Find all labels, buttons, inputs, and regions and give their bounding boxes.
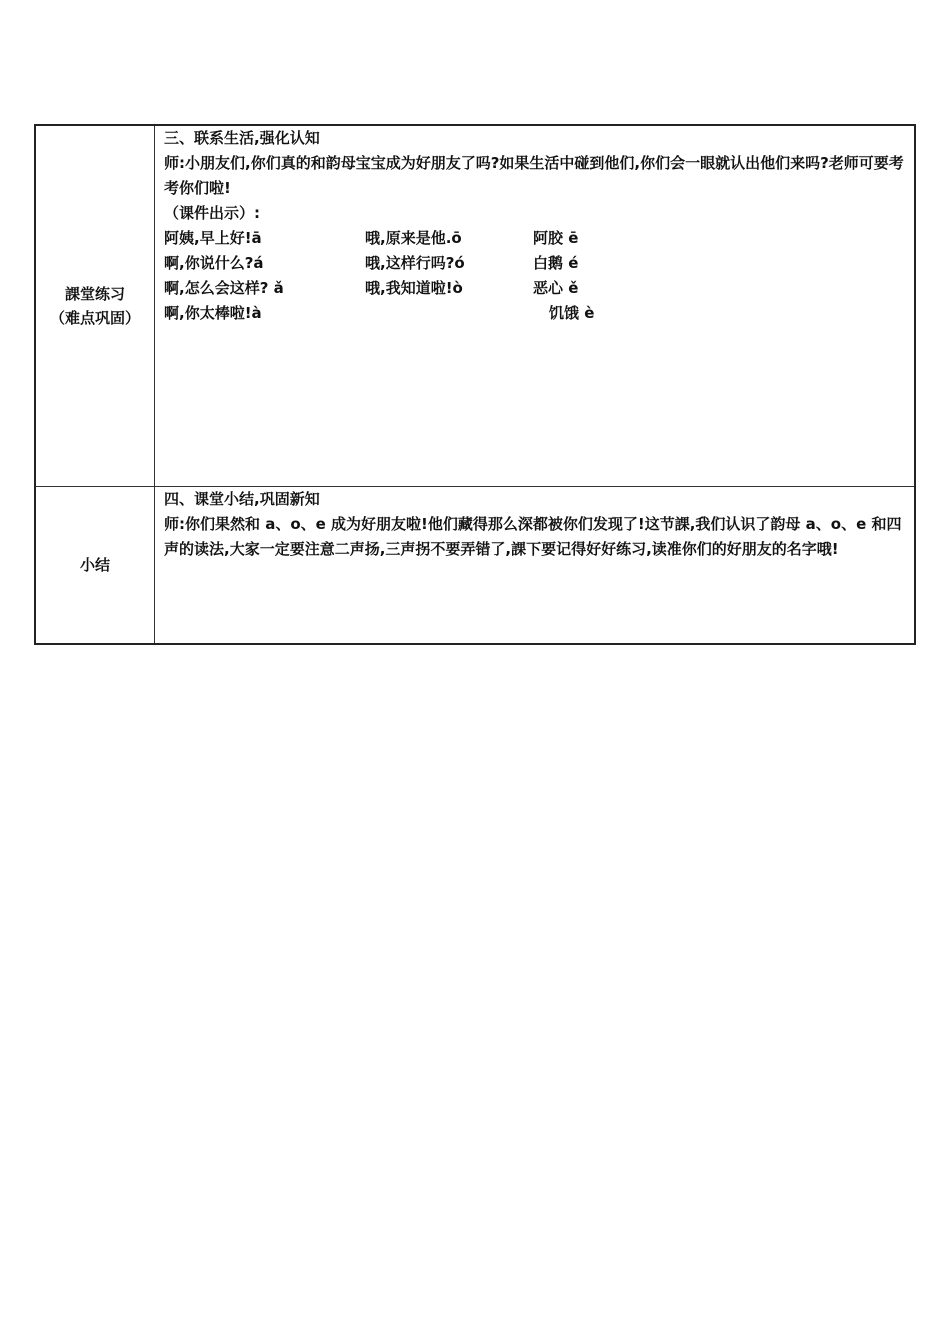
lesson-plan-table [34, 124, 916, 645]
practice-label-cell [35, 125, 155, 487]
summary-label-cell [35, 487, 155, 645]
practice-heading: 三、联系生活,强化认知 [164, 129, 320, 147]
example-e2: 白鹅 é [533, 254, 579, 272]
example-a2: 啊,你说什么?á [164, 254, 264, 272]
example-e4: 饥饿 è [549, 304, 595, 322]
practice-content-cell [155, 125, 916, 487]
courseware-note: （课件出示）: [164, 204, 260, 222]
summary-row [35, 487, 915, 645]
practice-label-title: 課堂练习 [64, 285, 125, 303]
summary-label: 小结 [79, 556, 110, 574]
summary-teacher-text: 师:你们果然和 a、o、e 成为好朋友啦!他们藏得那么深都被你们发现了!这节課,我们认识了韵母 a、o、e 和四声的读法,大家一定要注意二声扬,三声拐不要弄错了,課下要记得好好练习,读准你们的好朋友的名字哦! [164, 515, 902, 558]
example-o3: 哦,我知道啦!ò [365, 279, 463, 297]
example-o1: 哦,原来是他.ō [365, 229, 462, 247]
example-a4: 啊,你太棒啦!à [164, 304, 262, 322]
example-a1: 阿姨,早上好!ā [164, 229, 262, 247]
example-e1: 阿胶 ē [533, 229, 579, 247]
summary-content-cell [155, 487, 916, 645]
practice-row [35, 125, 915, 487]
tone-examples-grid [164, 226, 906, 326]
example-o2: 哦,这样行吗?ó [365, 254, 465, 272]
summary-heading: 四、课堂小结,巩固新知 [164, 490, 320, 508]
example-o4-empty [365, 301, 533, 326]
practice-label-subtitle: （难点巩固） [49, 309, 140, 327]
example-a3: 啊,怎么会这样? ǎ [164, 279, 284, 297]
example-e3: 恶心 ě [533, 279, 579, 297]
practice-teacher-text: 师:小朋友们,你们真的和韵母宝宝成为好朋友了吗?如果生活中碰到他们,你们会一眼就认出他们来吗?老师可要考考你们啦! [164, 154, 904, 197]
